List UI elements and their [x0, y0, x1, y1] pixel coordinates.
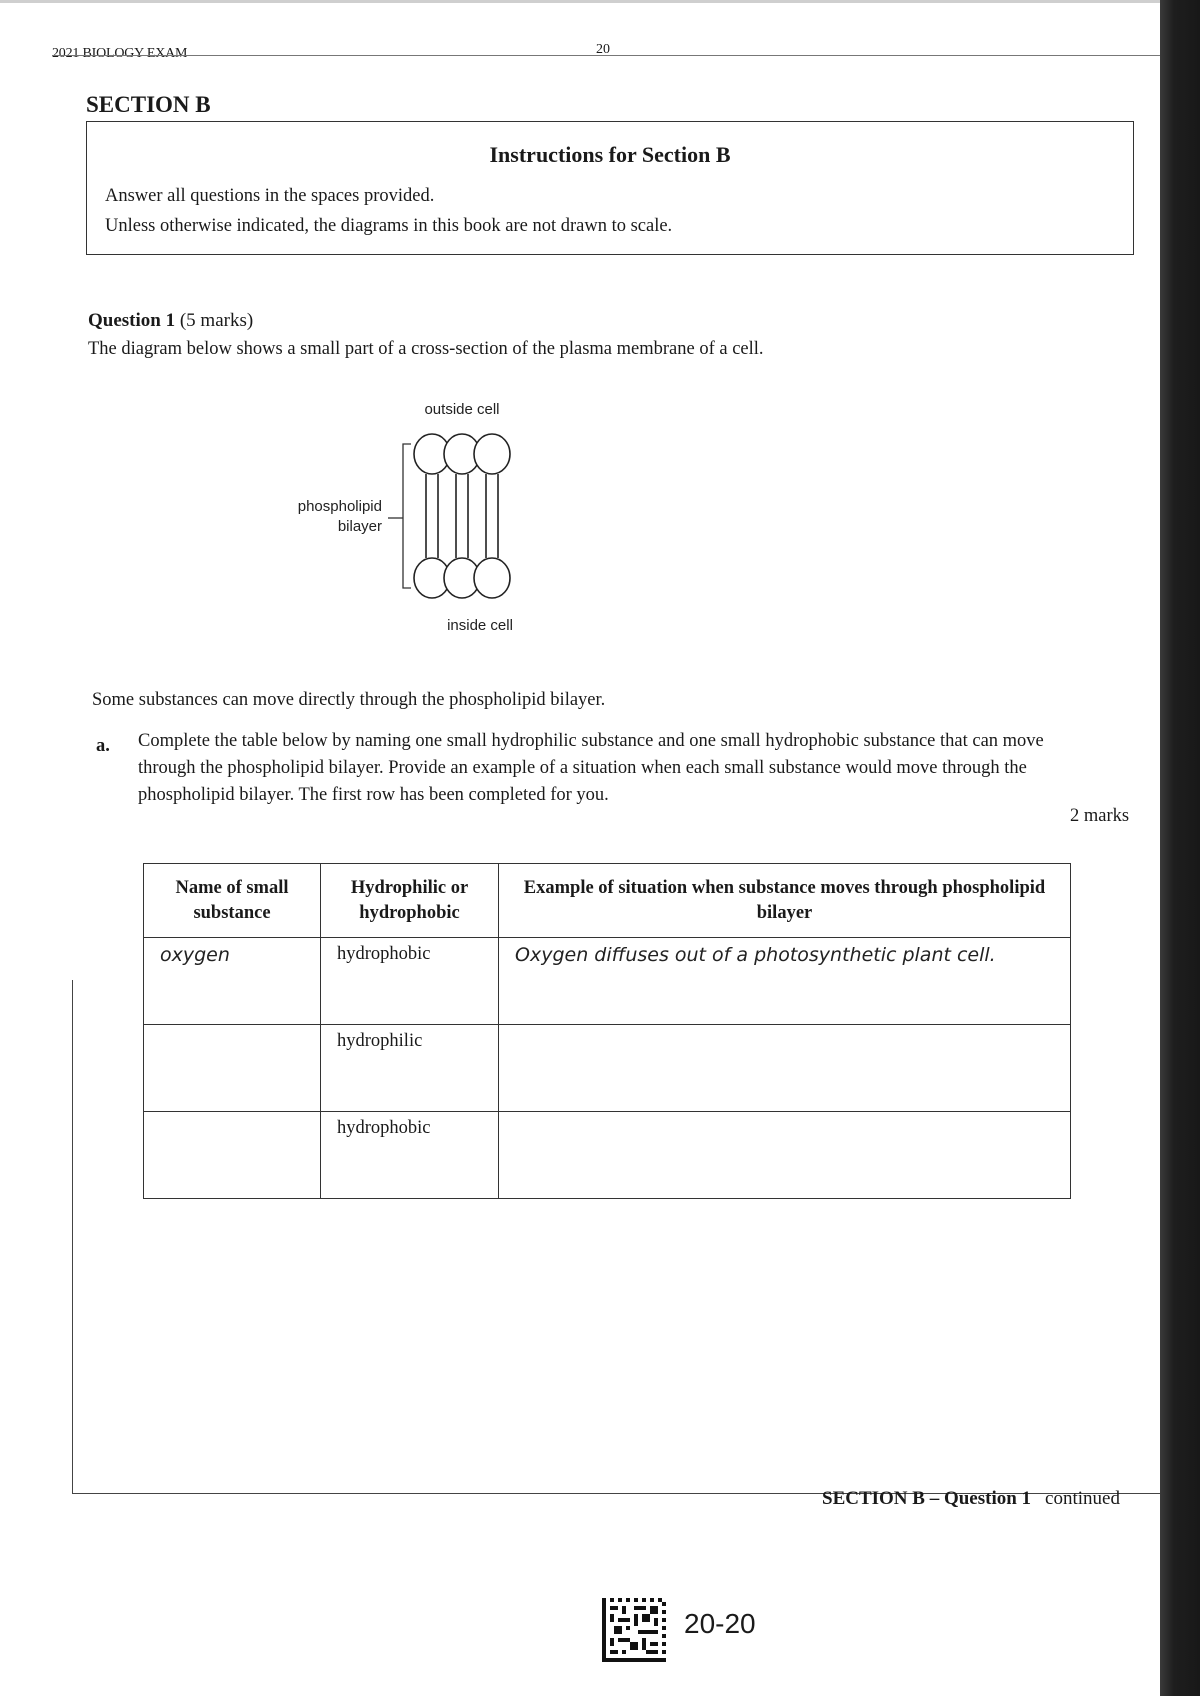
phospholipid-tails	[426, 474, 498, 558]
header-rule	[52, 55, 1160, 56]
bilayer-bracket	[403, 444, 411, 588]
answer-cell: oxygen	[144, 938, 321, 1025]
phospholipid-heads-top	[414, 434, 510, 474]
question-statement: Some substances can move directly through the phospholipid bilayer.	[92, 690, 606, 710]
table-cell: hydrophobic	[321, 1111, 499, 1198]
diagram-inside-label: inside cell	[447, 617, 513, 634]
table-row	[144, 1025, 1071, 1112]
phospholipid-head	[474, 434, 510, 474]
answer-cell: Oxygen diffuses out of a photosynthetic plant cell.	[499, 938, 1071, 1025]
phospholipid-head	[474, 558, 510, 598]
table-header-row	[144, 864, 1071, 938]
instructions-line-2: Unless otherwise indicated, the diagrams in this book are not drawn to scale.	[105, 216, 673, 236]
footer-continued-word: continued	[1045, 1488, 1120, 1509]
question-label: Question 1	[88, 310, 176, 331]
page-number: 20	[596, 42, 610, 57]
answer-cell[interactable]	[499, 1025, 1071, 1112]
table-row	[144, 938, 1071, 1025]
page-top-edge	[0, 0, 1160, 3]
exam-name: 2021 BIOLOGY EXAM	[52, 46, 188, 61]
answer-cell[interactable]	[144, 1111, 321, 1198]
phospholipid-heads-bottom	[414, 558, 510, 598]
question-intro: The diagram below shows a small part of a cross-section of the plasma membrane of a cell.	[88, 339, 764, 359]
question-marks: (5 marks)	[179, 310, 254, 331]
part-a-marks: 2 marks	[1070, 806, 1130, 826]
diagram-side-label-1: phospholipid	[297, 498, 382, 515]
table-header: Example of situation when substance moves through phospholipid bilayer	[499, 864, 1071, 938]
question-heading	[88, 310, 253, 332]
table-cell: hydrophilic	[321, 1025, 499, 1112]
instructions-line-1: Answer all questions in the spaces provided.	[105, 186, 435, 206]
answer-table	[143, 863, 1071, 1199]
footer-continued	[822, 1488, 1120, 1510]
part-a-label: a.	[96, 736, 110, 756]
table-header: Name of small substance	[144, 864, 321, 938]
scan-edge-shadow	[1160, 0, 1200, 1696]
diagram-outside-label: outside cell	[424, 401, 500, 418]
instructions-box	[86, 121, 1134, 255]
answer-space-border	[72, 980, 73, 1494]
footer-section-ref: SECTION B – Question 1	[822, 1488, 1032, 1509]
answer-cell[interactable]	[499, 1111, 1071, 1198]
instructions-title: Instructions for Section B	[489, 142, 731, 167]
table-row	[144, 1111, 1071, 1198]
table-header: Hydrophilic or hydrophobic	[321, 864, 499, 938]
table-cell: hydrophobic	[321, 938, 499, 1025]
page-code: 20-20	[684, 1608, 756, 1639]
part-a-text: Complete the table below by naming one small hydrophilic substance and one small hydrophobic substance that can move through the phospholipid bilayer. Provide an example of a situation when each small substance would move through the phospholipid bilayer. The first row has been completed for you.	[138, 731, 1044, 805]
diagram-side-label-2: bilayer	[337, 518, 382, 535]
answer-cell[interactable]	[144, 1025, 321, 1112]
phospholipid-bilayer-diagram	[270, 396, 570, 636]
datamatrix-barcode-icon	[602, 1598, 666, 1662]
section-title: SECTION B	[86, 92, 211, 117]
